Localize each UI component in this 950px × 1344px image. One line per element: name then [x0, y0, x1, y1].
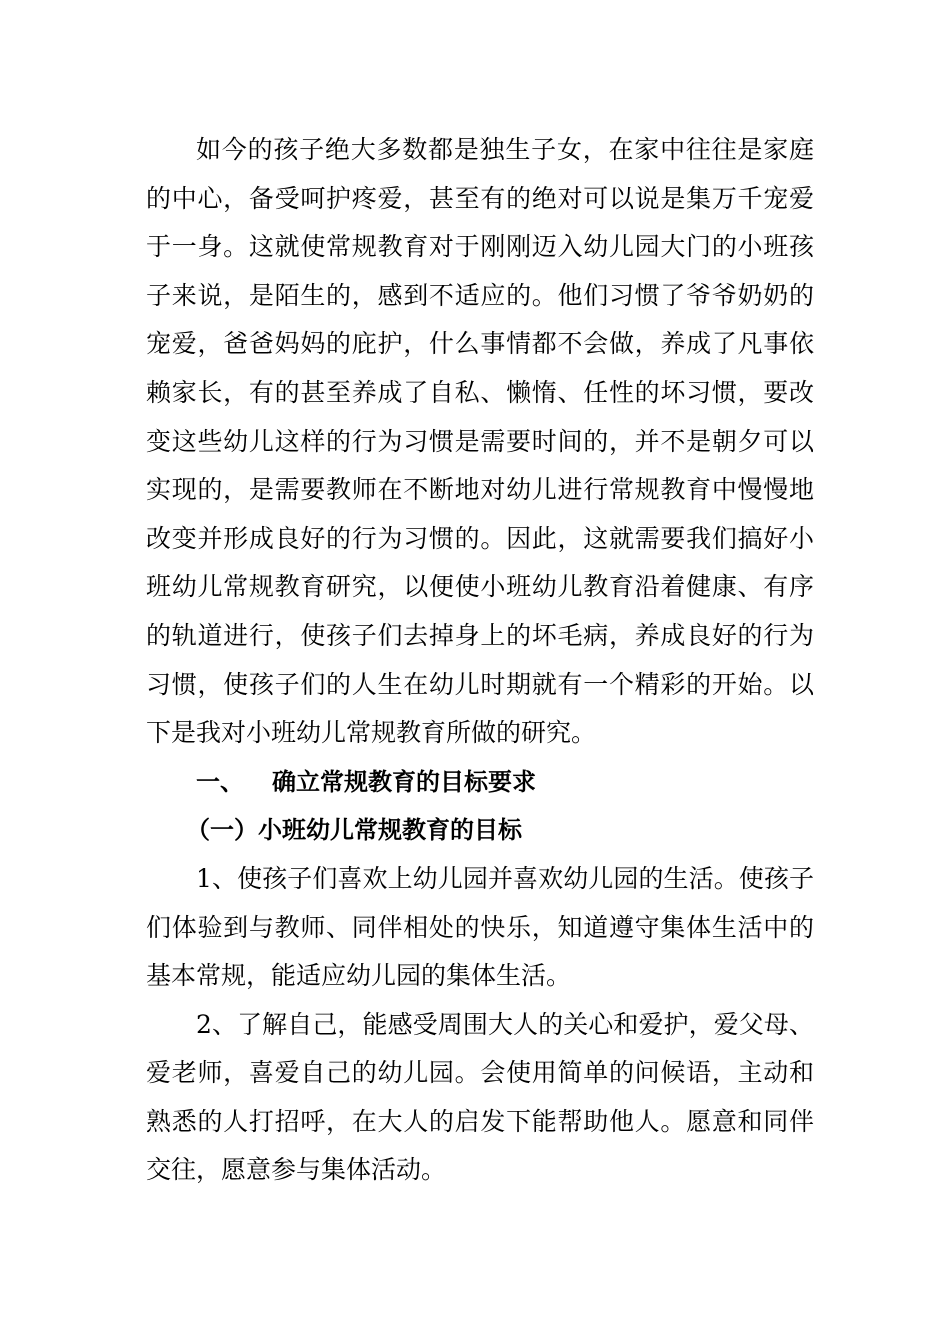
section-title: 确立常规教育的目标要求 — [272, 767, 536, 796]
section-number: 一、 — [196, 767, 244, 796]
subsection-heading: （一）小班幼儿常规教育的目标 — [186, 816, 522, 845]
goal-item-2: 2、了解自己，能感受周围大人的关心和爱护，爱父母、爱老师，喜爱自己的幼儿园。会使用简单的问候语，主动和熟悉的人打招呼，在大人的启发下能帮助他人。愿意和同伴交往，愿意参与集体活动。 — [146, 1009, 814, 1185]
section-heading — [146, 758, 814, 807]
goal-item-1: 1、使孩子们喜欢上幼儿园并喜欢幼儿园的生活。使孩子们体验到与教师、同伴相处的快乐，知道遵守集体生活中的基本常规，能适应幼儿园的集体生活。 — [146, 863, 814, 991]
intro-paragraph: 如今的孩子绝大多数都是独生子女，在家中往往是家庭的中心，备受呵护疼爱，甚至有的绝对可以说是集万千宠爱于一身。这就使常规教育对于刚刚迈入幼儿园大门的小班孩子来说，是陌生的，感到不适应的。他们习惯了爷爷奶奶的宠爱，爸爸妈妈的庇护，什么事情都不会做，养成了凡事依赖家长，有的甚至养成了自私、懒惰、任性的坏习惯，要改变这些幼儿这样的行为习惯是需要时间的，并不是朝夕可以实现的，是需要教师在不断地对幼儿进行常规教育中慢慢地改变并形成良好的行为习惯的。因此，这就需要我们搞好小班幼儿常规教育研究，以便使小班幼儿教育沿着健康、有序的轨道进行，使孩子们去掉身上的坏毛病，养成良好的行为习惯，使孩子们的人生在幼儿时期就有一个精彩的开始。以下是我对小班幼儿常规教育所做的研究。 — [146, 135, 814, 748]
document-body — [146, 126, 814, 1195]
